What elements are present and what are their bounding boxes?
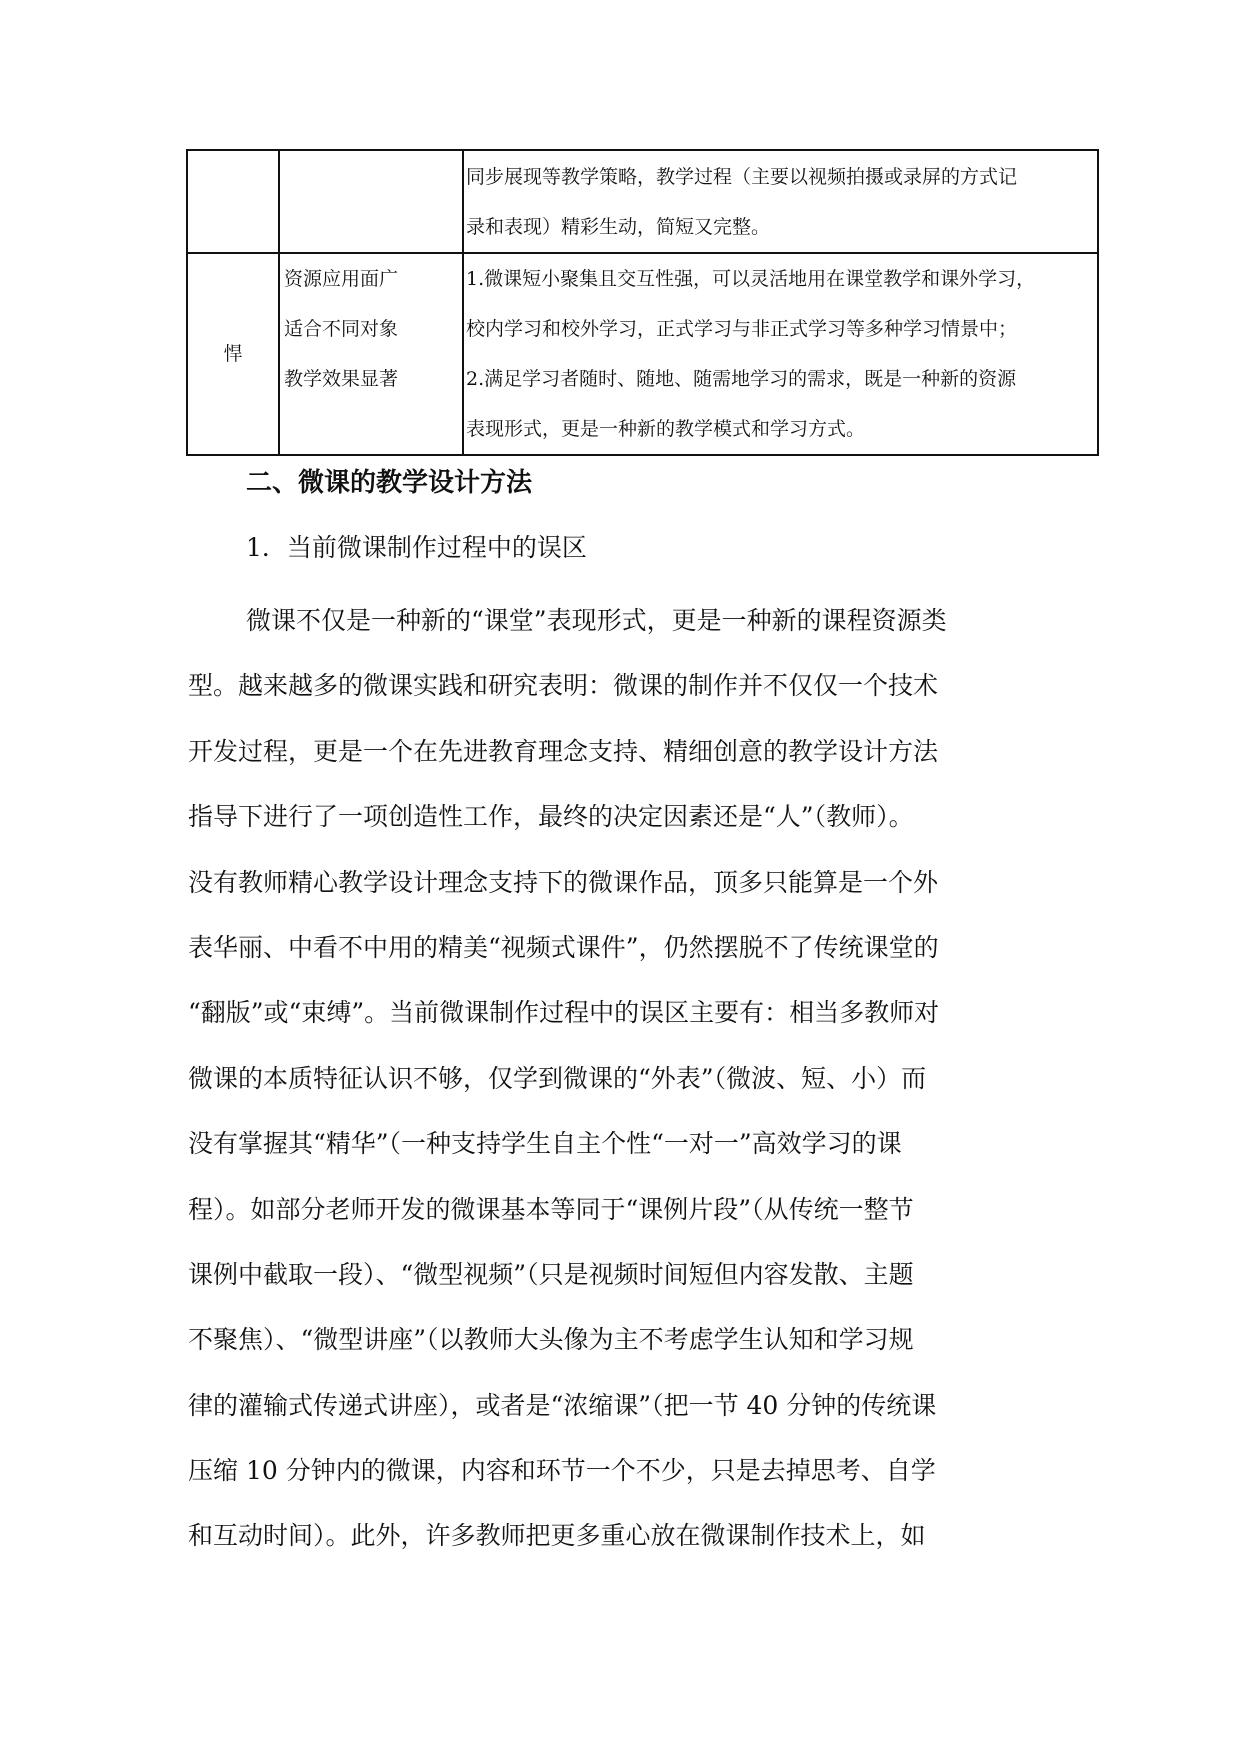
body-paragraph xyxy=(188,588,1048,1569)
paragraph-line: 型。越来越多的微课实践和研究表明：微课的制作并不仅仅一个技术 xyxy=(188,671,939,701)
paragraph-line: 课例中截取一段）、“微型视频”（只是视频时间短但内容发散、主题 xyxy=(188,1259,914,1289)
table-cell-line: 录和表现）精彩生动，简短又完整。 xyxy=(466,216,771,238)
table-cell-description xyxy=(463,253,1098,455)
paragraph-line: 没有掌握其“精华”（一种支持学生自主个性“一对一”高效学习的课 xyxy=(188,1129,902,1159)
paragraph-line: 微课不仅是一种新的“课堂”表现形式，更是一种新的课程资源类 xyxy=(246,606,947,635)
paragraph-line: 不聚焦）、“微型讲座”（以教师大头像为主不考虑学生认知和学习规 xyxy=(188,1325,914,1355)
table-cell-feature xyxy=(279,150,463,253)
table-cell-line: 教学效果显著 xyxy=(284,368,399,390)
table-cell-line: 校内学习和校外学习，正式学习与非正式学习等多种学习情景中； xyxy=(466,318,1018,340)
paragraph-line: 指导下进行了一项创造性工作，最终的决定因素还是“人”（教师）。 xyxy=(188,802,914,832)
paragraph-line: 压缩 10 分钟内的微课，内容和环节一个不少，只是去掉思考、自学 xyxy=(188,1456,936,1486)
table-cell-line: 适合不同对象 xyxy=(284,318,399,340)
table-cell-category: 悍 xyxy=(187,253,279,455)
table-cell-category xyxy=(187,150,279,253)
section-heading: 二、微课的教学设计方法 xyxy=(246,468,533,498)
paragraph-line: 和互动时间）。此外，许多教师把更多重心放在微课制作技术上，如 xyxy=(188,1521,926,1551)
paragraph-line: 程）。如部分老师开发的微课基本等同于“课例片段”（从传统一整节 xyxy=(188,1194,914,1224)
paragraph-line: 微课的本质特征认识不够，仅学到微课的“外表”（微波、短、小）而 xyxy=(188,1063,927,1093)
table-cell-line: 表现形式，更是一种新的教学模式和学习方式。 xyxy=(466,418,866,440)
table-cell-line: 1.微课短小聚集且交互性强，可以灵活地用在课堂教学和课外学习， xyxy=(466,268,1036,290)
table-row xyxy=(187,150,1098,253)
table-cell-description xyxy=(463,150,1098,253)
paragraph-line: 律的灌输式传递式讲座），或者是“浓缩课”（把一节 40 分钟的传统课 xyxy=(188,1390,937,1420)
subsection-heading: 1．当前微课制作过程中的误区 xyxy=(246,533,587,562)
feature-table xyxy=(186,149,1099,456)
table-row xyxy=(187,253,1098,455)
table-cell-line: 同步展现等教学策略，教学过程（主要以视频拍摄或录屏的方式记 xyxy=(466,166,1018,188)
table-cell-line: 资源应用面广 xyxy=(284,268,399,290)
paragraph-line: 没有教师精心教学设计理念支持下的微课作品，顶多只能算是一个外 xyxy=(188,867,939,897)
table-cell-line: 2.满足学习者随时、随地、随需地学习的需求，既是一种新的资源 xyxy=(466,368,1017,390)
paragraph-line: “翻版”或“束缚”。当前微课制作过程中的误区主要有：相当多教师对 xyxy=(188,998,940,1028)
paragraph-line: 表华丽、中看不中用的精美“视频式课件”，仍然摆脱不了传统课堂的 xyxy=(188,932,939,962)
table-cell-feature xyxy=(279,253,463,455)
paragraph-line: 开发过程，更是一个在先进教育理念支持、精细创意的教学设计方法 xyxy=(188,736,939,766)
